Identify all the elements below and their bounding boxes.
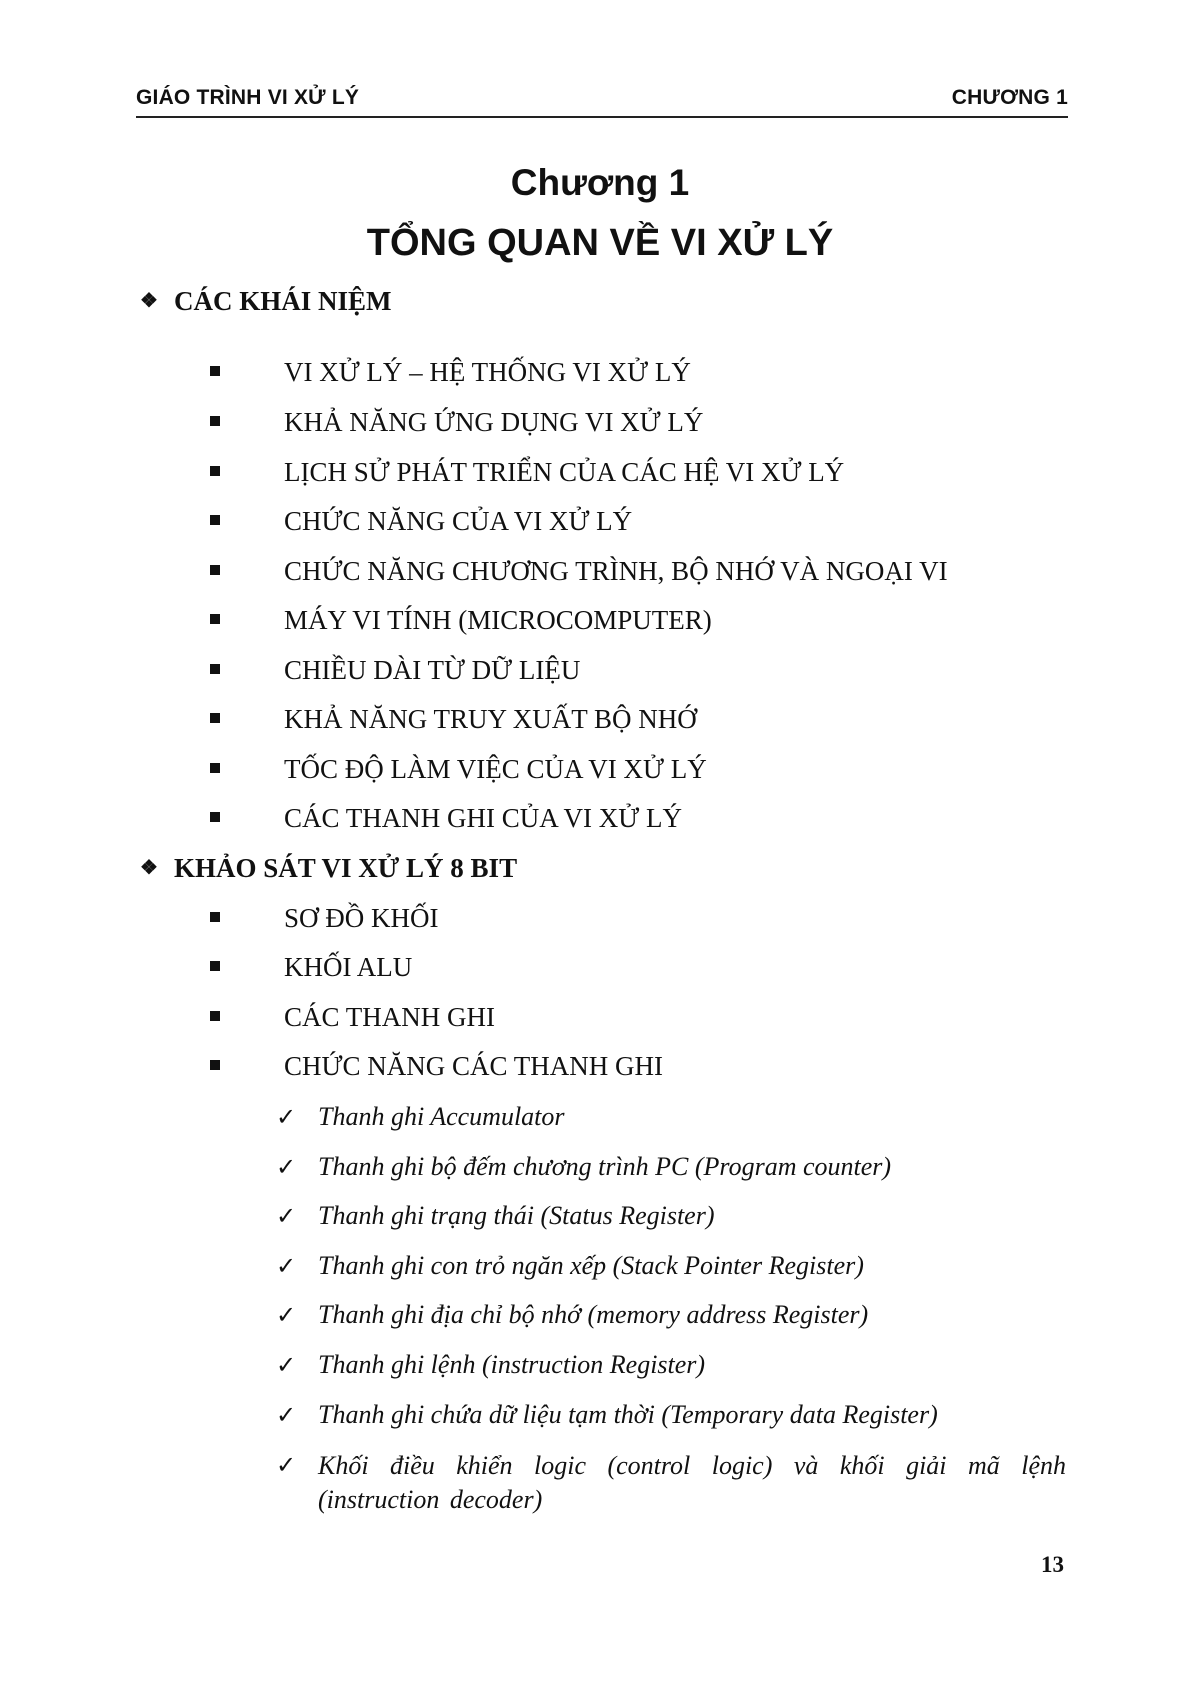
- section-heading-text: CÁC KHÁI NIỆM: [174, 286, 392, 316]
- section-heading: [140, 286, 392, 317]
- sub-list-item: ✓ Thanh ghi trạng thái (Status Register): [276, 1201, 715, 1230]
- square-bullet-icon: [210, 961, 220, 971]
- list-item: CHỨC NĂNG CỦA VI XỬ LÝ: [210, 506, 632, 537]
- list-item: KHẢ NĂNG ỨNG DỤNG VI XỬ LÝ: [210, 407, 703, 438]
- list-item: CÁC THANH GHI CỦA VI XỬ LÝ: [210, 803, 682, 834]
- list-item: MÁY VI TÍNH (MICROCOMPUTER): [210, 605, 712, 636]
- square-bullet-icon: [210, 515, 220, 525]
- checkmark-icon: ✓: [276, 1303, 297, 1329]
- square-bullet-icon: [210, 565, 220, 575]
- checkmark-icon: ✓: [276, 1403, 297, 1429]
- list-item: CÁC THANH GHI: [210, 1002, 495, 1033]
- header-book-title: GIÁO TRÌNH VI XỬ LÝ: [136, 86, 360, 109]
- square-bullet-icon: [210, 664, 220, 674]
- checkmark-icon: ✓: [276, 1105, 297, 1131]
- square-bullet-icon: [210, 366, 220, 376]
- diamond-bullet-icon: ❖: [140, 857, 158, 879]
- list-item: VI XỬ LÝ – HỆ THỐNG VI XỬ LÝ: [210, 357, 691, 388]
- diamond-bullet-icon: ❖: [140, 290, 158, 312]
- square-bullet-icon: [210, 416, 220, 426]
- list-item: CHIỀU DÀI TỪ DỮ LIỆU: [210, 655, 580, 686]
- sub-list-item: ✓ Thanh ghi chứa dữ liệu tạm thời (Temporary data Register): [276, 1400, 938, 1429]
- square-bullet-icon: [210, 1060, 220, 1070]
- page-number: 13: [1041, 1552, 1064, 1577]
- sub-list-item: ✓ Thanh ghi Accumulator: [276, 1102, 565, 1131]
- sub-list-item: ✓ Khối điều khiển logic (control logic) và khối giải mã lệnh (instruction decoder): [276, 1451, 1066, 1514]
- list-item: CHỨC NĂNG CÁC THANH GHI: [210, 1051, 663, 1082]
- section-heading: [140, 853, 517, 884]
- square-bullet-icon: [210, 1011, 220, 1021]
- sub-list-item: ✓ Thanh ghi địa chỉ bộ nhớ (memory address Register): [276, 1300, 869, 1329]
- list-item: LỊCH SỬ PHÁT TRIỂN CỦA CÁC HỆ VI XỬ LÝ: [210, 457, 844, 488]
- square-bullet-icon: [210, 763, 220, 773]
- square-bullet-icon: [210, 614, 220, 624]
- checkmark-icon: ✓: [276, 1204, 297, 1230]
- checkmark-icon: ✓: [276, 1254, 297, 1280]
- section-heading-text: KHẢO SÁT VI XỬ LÝ 8 BIT: [174, 853, 518, 883]
- chapter-number: Chương 1: [510, 162, 690, 203]
- checkmark-icon: ✓: [276, 1453, 297, 1479]
- checkmark-icon: ✓: [276, 1155, 297, 1181]
- checkmark-icon: ✓: [276, 1353, 297, 1379]
- list-item: KHỐI ALU: [210, 952, 412, 983]
- list-item: CHỨC NĂNG CHƯƠNG TRÌNH, BỘ NHỚ VÀ NGOẠI VI: [210, 556, 948, 587]
- list-item: SƠ ĐỒ KHỐI: [210, 903, 439, 934]
- chapter-title: TỔNG QUAN VỀ VI XỬ LÝ: [366, 222, 834, 264]
- running-header: [136, 84, 1068, 118]
- square-bullet-icon: [210, 912, 220, 922]
- sub-list-item: ✓ Thanh ghi con trỏ ngăn xếp (Stack Pointer Register): [276, 1251, 864, 1280]
- list-item: KHẢ NĂNG TRUY XUẤT BỘ NHỚ: [210, 704, 697, 735]
- sub-list-item: ✓ Thanh ghi lệnh (instruction Register): [276, 1350, 706, 1379]
- sub-list-item: ✓ Thanh ghi bộ đếm chương trình PC (Program counter): [276, 1152, 892, 1181]
- square-bullet-icon: [210, 466, 220, 476]
- square-bullet-icon: [210, 713, 220, 723]
- header-chapter-label: CHƯƠNG 1: [951, 86, 1068, 109]
- list-item: TỐC ĐỘ LÀM VIỆC CỦA VI XỬ LÝ: [210, 754, 707, 785]
- square-bullet-icon: [210, 812, 220, 822]
